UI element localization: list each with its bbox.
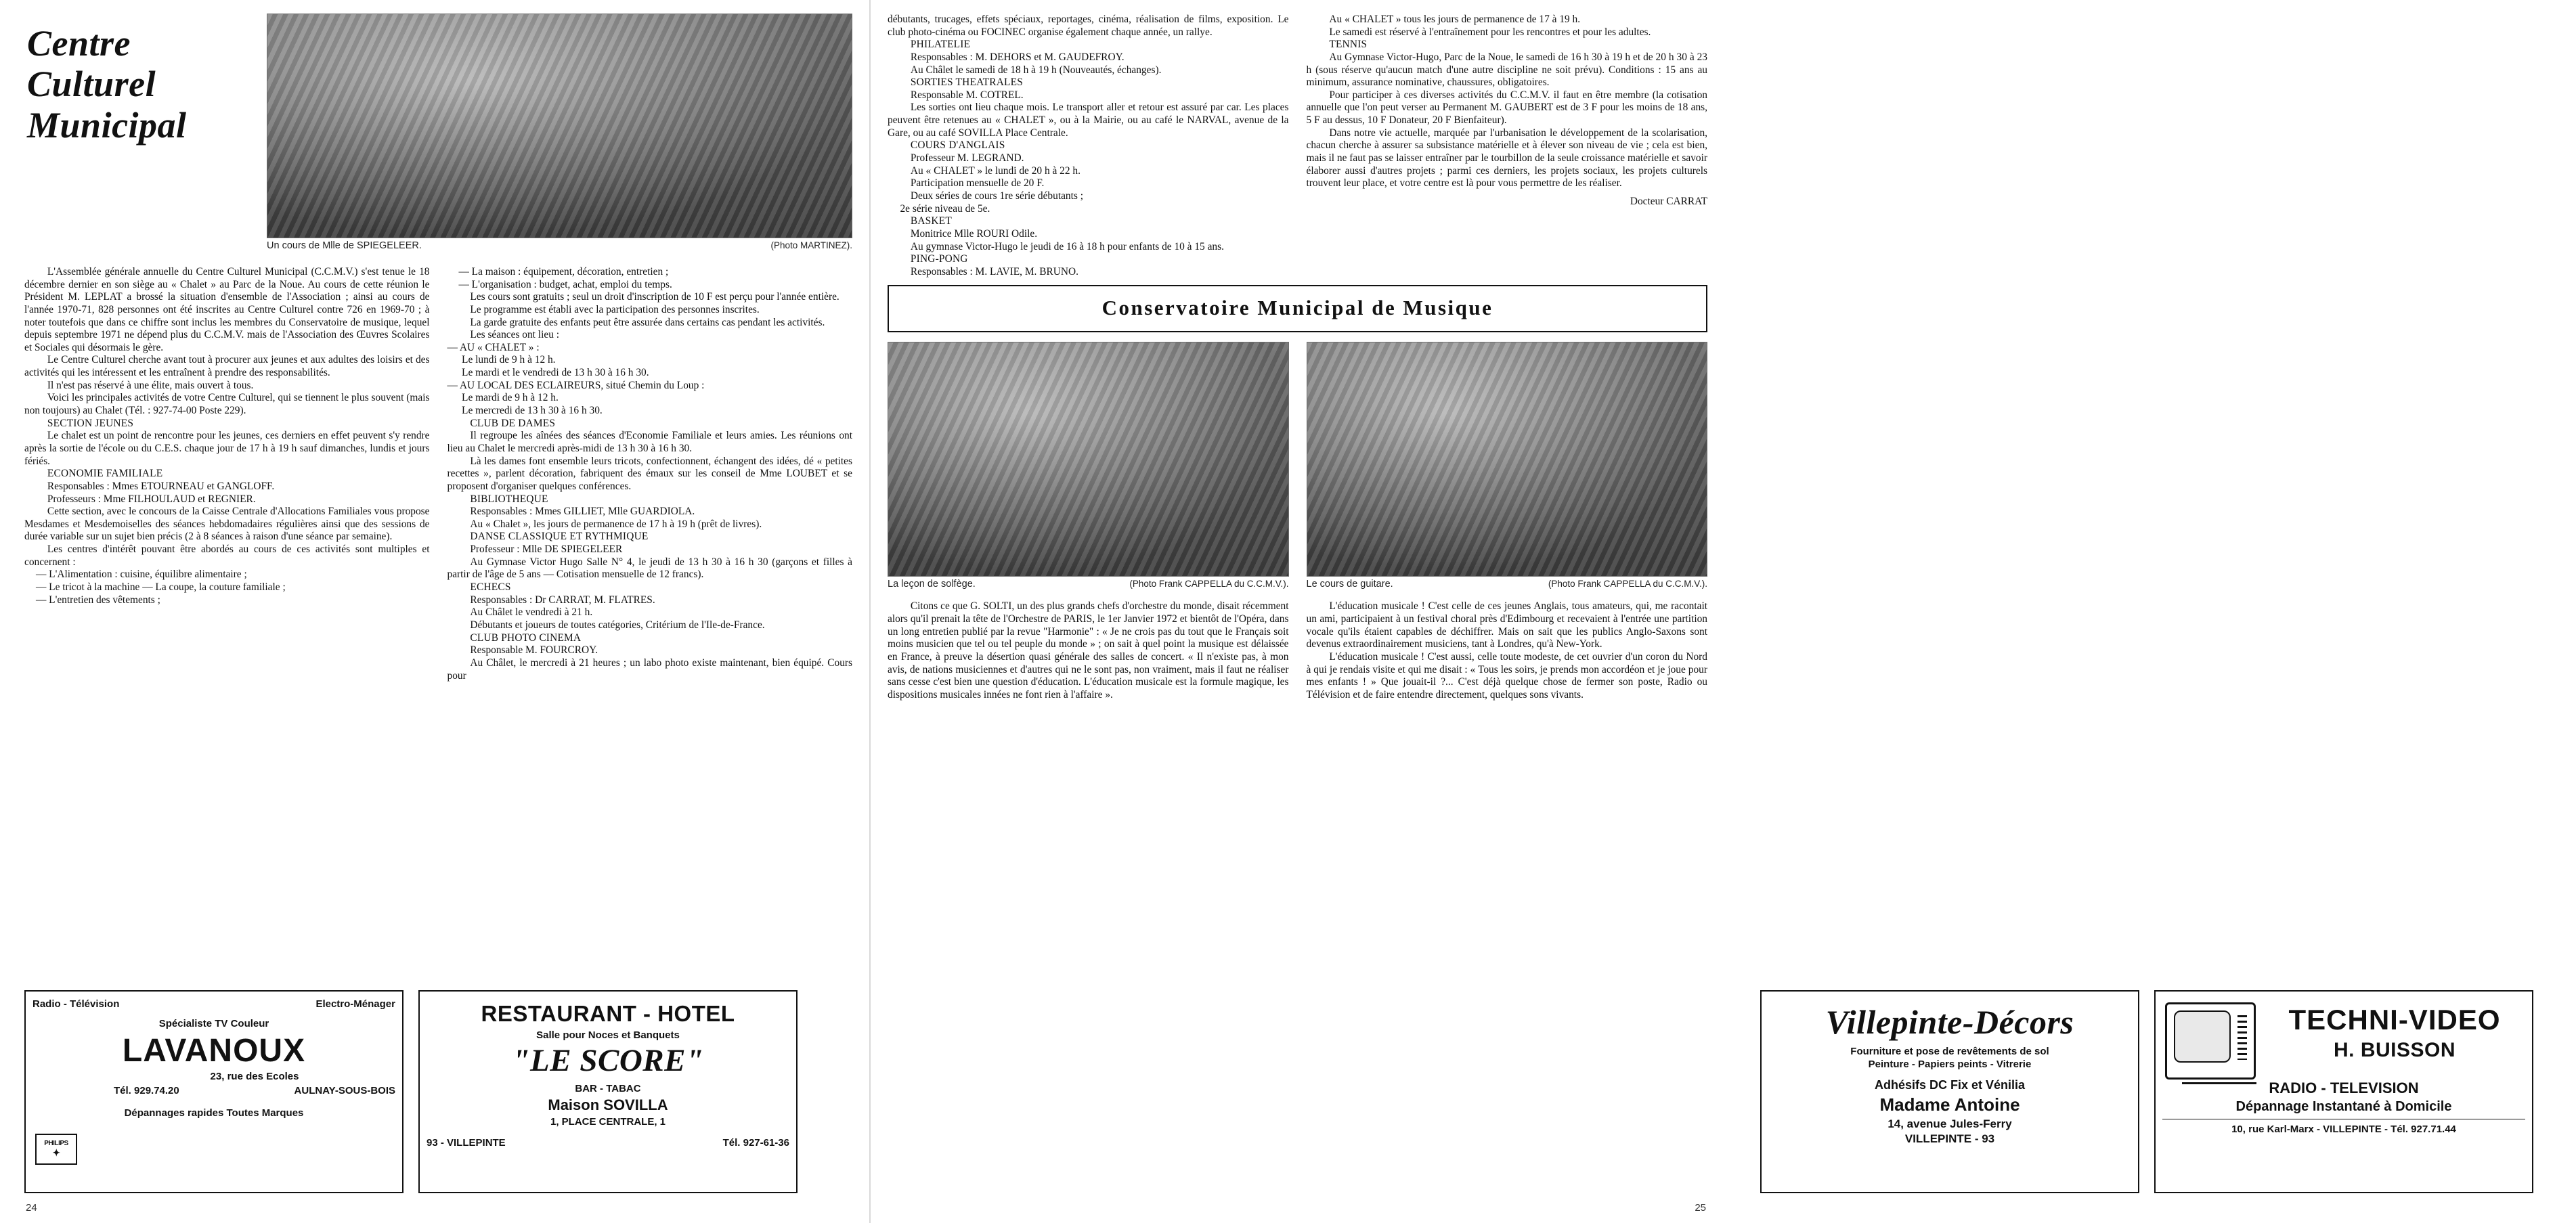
ad-lavanoux-subtitle: Spécialiste TV Couleur: [158, 1018, 269, 1029]
ad-le-score-title: RESTAURANT - HOTEL: [481, 1001, 735, 1026]
list-item: — L'entretien des vêtements ;: [35, 594, 160, 606]
ad-techni-video-title: TECHNI-VIDEO: [2288, 1004, 2501, 1036]
right-column-1: [888, 14, 1289, 278]
paragraph: Au Châlet le samedi de 18 h à 19 h (Nouveautés, échanges).: [910, 64, 1162, 76]
ad-le-score-line1: BAR - TABAC: [575, 1083, 641, 1094]
photo-guitar-class: [1307, 342, 1708, 577]
article-signature: Docteur CARRAT: [1630, 195, 1707, 207]
ad-villepinte-line1: Fourniture et pose de revêtements de sol: [1850, 1046, 2049, 1057]
ad-villepinte-line3: Adhésifs DC Fix et Vénilia: [1874, 1078, 2026, 1092]
left-column-2: [447, 266, 853, 682]
paragraph: La garde gratuite des enfants peut être assurée dans certains cas pendant les activités.: [470, 316, 825, 328]
paragraph: débutants, trucages, effets spéciaux, reportages, cinéma, réalisation de films, exposition. Le club photo-cinéma ou FOCINEC organise également chaque année, un rallye.: [888, 14, 1289, 38]
list-item: — L'organisation : budget, achat, emploi du temps.: [458, 278, 672, 290]
masthead-line-1: Centre: [27, 23, 131, 64]
ad-villepinte-decors[interactable]: [1760, 990, 2139, 1193]
paragraph: L'éducation musicale ! C'est aussi, celle toute modeste, de cet ouvrier d'un coron du Nord à qui je rendais visite et qui me disait : « Tous les soirs, je prends mon accordéon et je joue pour mes enfants ! » Que jouait-il ?... C'est déjà quelque chose de fermer son poste, Radio ou Télévision et de faire entendre directement, quelques sons vivants.: [1306, 651, 1707, 701]
paragraph: Les sorties ont lieu chaque mois. Le transport aller et retour est assuré par car. Les places peuvent être retenues au « CHALET », ou à la Mairie, ou au café le NARVAL, avenue de la Gare, ou au café SOVILLA Place Centrale.: [888, 102, 1289, 139]
masthead-line-2: Culturel: [27, 64, 156, 105]
paragraph: Dans notre vie actuelle, marquée par l'urbanisation le développement de la scolarisation, chacun cherche à assurer sa subsistance matérielle et à élever son niveau de vie ; cela est bien, mais il ne faut pas se laisser entraîner par le tourbillon de la seule croissance matérielle et savoir élaborer aussi d'autres projets ; parmi ces derniers, les projets sociaux, les projets culturels trouvent leur place, et votre centre est là pour vous permettre de les réaliser.: [1306, 127, 1707, 190]
ad-techni-video[interactable]: [2154, 990, 2533, 1193]
conservatoire-banner: [888, 285, 1707, 332]
section-heading-club-photo-cinema: CLUB PHOTO CINEMA: [470, 631, 582, 644]
left-page-ads: [24, 990, 847, 1193]
paragraph: Le chalet est un point de rencontre pour les jeunes, ces derniers en effet peuvent s'y rendre après la sortie de l'école ou du C.E.S. chaque jour de 17 h à 19 h sauf dimanches, lundis et jours fériés.: [24, 430, 430, 467]
photo-credit: (Photo Frank CAPPELLA du C.C.M.V.).: [1129, 579, 1289, 590]
section-heading-echecs: ECHECS: [470, 581, 511, 594]
schedule-line: Le mardi et le vendredi de 13 h 30 à 16 h 30.: [462, 367, 649, 379]
philips-logo-text: PHILIPS: [44, 1140, 68, 1148]
section-heading-sorties-theatrales: SORTIES THEATRALES: [910, 76, 1024, 89]
schedule-line: — AU « CHALET » :: [447, 341, 540, 353]
ad-lavanoux-phone: Tél. 929.74.20: [114, 1085, 179, 1096]
paragraph: Responsable M. FOURCROY.: [470, 644, 598, 657]
ad-techni-video-footer: 10, rue Karl-Marx - VILLEPINTE - Tél. 927.71.44: [2231, 1124, 2456, 1135]
paragraph: Le Centre Culturel cherche avant tout à procurer aux jeunes et aux adultes des loisirs et des activités qui les intéressent et les entraînent à prendre des responsabilités.: [24, 354, 430, 379]
paragraph: Responsables : Dr CARRAT, M. FLATRES.: [470, 594, 655, 606]
section-heading-bibliotheque: BIBLIOTHEQUE: [470, 493, 548, 505]
page-number-right: 25: [1695, 1202, 1706, 1214]
section-heading-economie-familiale: ECONOMIE FAMILIALE: [47, 468, 163, 480]
paragraph: Cette section, avec le concours de la Caisse Centrale d'Allocations Familiales vous propose Mesdames et Mesdemoiselles des séances hebdomadaires régulières ainsi que des sessions de durée variable sur un sujet bien précis (2 à 8 séances à raison d'une séance par semaine).: [24, 506, 430, 543]
photo-credit: (Photo MARTINEZ).: [770, 240, 852, 250]
section-heading-tennis: TENNIS: [1329, 39, 1368, 51]
paragraph: Il regroupe les aînées des séances d'Economie Familiale et leurs amies. Les réunions ont lieu au Chalet le mercredi après-midi de 13 h 30 à 16 h 30.: [447, 430, 852, 454]
schedule-line: Le lundi de 9 h à 12 h.: [462, 354, 556, 366]
ad-lavanoux-address: 23, rue des Ecoles: [210, 1071, 299, 1082]
list-item: — Le tricot à la machine — La coupe, la couture familiale ;: [35, 581, 286, 594]
masthead-line-3: Municipal: [27, 104, 187, 146]
paragraph: Les centres d'intérêt pouvant être abordés au cours de ces activités sont multiples et concernent :: [24, 543, 430, 568]
philips-logo-icon: PHILIPS ✦: [35, 1134, 77, 1165]
ad-villepinte-owner: Madame Antoine: [1879, 1094, 2020, 1115]
ad-lavanoux[interactable]: [24, 990, 403, 1193]
paragraph: Les cours sont gratuits ; seul un droit d'inscription de 10 F est perçu pour l'année entière.: [470, 291, 839, 303]
ad-villepinte-address: 14, avenue Jules-Ferry: [1887, 1117, 2012, 1130]
right-bottom-column-2: [1307, 600, 1708, 701]
photo-dance-class: [267, 14, 852, 238]
paragraph: Voici les principales activités de votre Centre Culturel, qui se tiennent le plus souvent (mais non toujours) au Chalet (Tél. : 927-74-00 Poste 229).: [24, 392, 430, 417]
photo-caption-text: La leçon de solfège.: [888, 579, 976, 590]
schedule-line: — AU LOCAL DES ECLAIREURS, situé Chemin du Loup :: [447, 379, 705, 391]
paragraph: Deux séries de cours 1re série débutants ;: [910, 190, 1084, 202]
paragraph: Le samedi est réservé à l'entraînement pour les rencontres et pour les adultes.: [1329, 26, 1651, 38]
ad-lavanoux-electro: Electro-Ménager: [315, 998, 395, 1010]
paragraph: L'éducation musicale ! C'est celle de ces jeunes Anglais, tous amateurs, qui, me racontait un ami, participaient à un festival choral près d'Edimbourg et recevaient à l'entrée une partition vocale qu'ils étaient capables de déchiffrer. Mais on sait que les publics Anglo-Saxons sont devenus extraordinairement musiciens, tant à Londres, qu'à New-York.: [1306, 600, 1707, 650]
section-heading-cours-anglais: COURS D'ANGLAIS: [910, 139, 1005, 152]
paragraph: Responsables : M. LAVIE, M. BRUNO.: [910, 265, 1078, 277]
photo-caption: [888, 579, 1289, 590]
paragraph: L'Assemblée générale annuelle du Centre Culturel Municipal (C.C.M.V.) s'est tenue le 18 décembre dernier en son siège au « Chalet » au Parc de la Noue. Au cours de cette réunion le Président M. LEPLAT a brossé la situation d'ensemble de l'Association ; ainsi au cours de l'année 1970-71, 828 personnes ont été inscrites au Centre Culturel contre 726 en 1969-70 ; à noter toutefois que dans ce chiffre sont inclus les membres du Conservatoire de musique, lequel depuis septembre 1971 ne dépend plus du C.C.M.V. mais de l'Association des Œuvres Scolaires et Sociales qui désormais le gère.: [24, 266, 430, 353]
paragraph: Les séances ont lieu :: [470, 329, 560, 341]
section-heading-ping-pong: PING-PONG: [910, 253, 968, 265]
schedule-line: Le mardi de 9 h à 12 h.: [462, 392, 559, 404]
ad-le-score-subtitle: Salle pour Noces et Banquets: [536, 1029, 680, 1041]
paragraph: Débutants et joueurs de toutes catégories, Critérium de l'Ile-de-France.: [470, 619, 765, 631]
left-page: [0, 0, 870, 1223]
paragraph: Au gymnase Victor-Hugo le jeudi de 16 à 18 h pour enfants de 10 à 15 ans.: [910, 240, 1224, 252]
section-heading-club-de-dames: CLUB DE DAMES: [470, 417, 556, 429]
paragraph: Au Gymnase Victor Hugo Salle N° 4, le jeudi de 13 h 30 à 16 h 30 (garçons et filles à partir de l'âge de 5 ans — Cotisation mensuelle de 12 francs).: [447, 556, 852, 581]
paragraph: Responsables : Mmes ETOURNEAU et GANGLOFF.: [47, 480, 275, 492]
paragraph: Participation mensuelle de 20 F.: [910, 177, 1045, 190]
ad-le-score-city: 93 - VILLEPINTE: [427, 1137, 506, 1149]
photo-caption: [267, 240, 852, 251]
paragraph: Responsables : Mmes GILLIET, Mlle GUARDIOLA.: [470, 506, 695, 518]
right-page: [870, 0, 2501, 1223]
paragraph: Au « CHALET » le lundi de 20 h à 22 h.: [910, 164, 1080, 177]
ad-villepinte-line2: Peinture - Papiers peints - Vitrerie: [1868, 1059, 2032, 1070]
paragraph: Citons ce que G. SOLTI, un des plus grands chefs d'orchestre du monde, disait récemment alors qu'il prenait la tête de l'Orchestre de PARIS, le 1er Janvier 1972 et bientôt de l'Opéra, dans un long entretien publié par la revue "Harmonie" : « Je ne crois pas du tout que le Français soit moins musicien que tel ou tel peuple du monde » ; on sait à quel point la musique est délaissée en France, à preuve la désertion quasi générale des salles de concert. « Il n'existe pas, à mon avis, de nations musiciennes et d'autres qui ne le sont pas, non vraiment, mais il faut ne réaliser sans cesse c'est bien une question d'éducation. L'éducation musicale est la formule magique, les dispositions musicales innées ne font rien à l'affaire ».: [888, 600, 1289, 701]
paragraph: Le programme est établi avec la participation des personnes inscrites.: [470, 303, 760, 315]
paragraph: Professeur : Mlle DE SPIEGELEER: [470, 543, 623, 556]
paragraph: Au Gymnase Victor-Hugo, Parc de la Noue, le samedi de 16 h 30 à 19 h et de 20 h 30 à 23 h (sous réserve qu'aucun match d'une autre discipline ne soit prévu). Conditions : 15 ans au minimum, assurance nominative, chaussures, obligatoires.: [1306, 51, 1707, 89]
paragraph: Au « CHALET » tous les jours de permanence de 17 à 19 h.: [1329, 14, 1581, 25]
list-item: — La maison : équipement, décoration, entretien ;: [458, 266, 669, 277]
paragraph: Professeurs : Mme FILHOULAUD et REGNIER.: [47, 493, 256, 505]
ad-lavanoux-city: AULNAY-SOUS-BOIS: [294, 1085, 395, 1096]
section-heading-basket: BASKET: [910, 215, 952, 227]
left-column-1: [24, 266, 430, 682]
photo-caption: [1307, 579, 1708, 590]
ad-lavanoux-radio-tv: Radio - Télévision: [32, 998, 120, 1010]
photo-caption-text: Un cours de Mlle de SPIEGELEER.: [267, 240, 422, 251]
paragraph: Là les dames font ensemble leurs tricots, confectionnent, échangent des idées, dé « petites recettes », parlent décoration, fabriquent des émaux sur les conseil de Mme LOUBET et se proposent d'organiser quelques conférences.: [447, 455, 852, 492]
conservatoire-title: Conservatoire Municipal de Musique: [1101, 296, 1493, 320]
schedule-line: Le mercredi de 13 h 30 à 16 h 30.: [462, 405, 603, 417]
paragraph: Monitrice Mlle ROURI Odile.: [910, 227, 1038, 240]
paragraph: Pour participer à ces diverses activités du C.C.M.V. il faut en être membre (la cotisation annuelle que l'on peut verser au Permanent M. GAUBERT est de 3 F pour les moins de 18 ans, 5 F au dessus, 10 F Donateur, 20 F Bienfaiteur).: [1306, 89, 1707, 127]
page-number-left: 24: [26, 1202, 37, 1214]
photo-caption-text: Le cours de guitare.: [1306, 579, 1393, 590]
right-bottom-column-1: [888, 600, 1289, 701]
ad-techni-video-line2: Dépannage Instantané à Domicile: [2235, 1099, 2452, 1114]
television-icon: [2165, 1002, 2256, 1080]
photo-credit: (Photo Frank CAPPELLA du C.C.M.V.).: [1548, 579, 1707, 590]
paragraph: Au Châlet le vendredi à 21 h.: [470, 606, 593, 619]
section-heading-danse: DANSE CLASSIQUE ET RYTHMIQUE: [470, 531, 649, 543]
paragraph: Au « Chalet », les jours de permanence de 17 h à 19 h (prêt de livres).: [470, 518, 762, 530]
paragraph: Responsable M. COTREL.: [910, 89, 1024, 101]
section-heading-philatelie: PHILATELIE: [910, 39, 971, 51]
paragraph: Responsables : M. DEHORS et M. GAUDEFROY.: [910, 51, 1125, 63]
paragraph: Au Châlet, le mercredi à 21 heures ; un labo photo existe maintenant, bien équipé. Cours pour: [447, 657, 852, 682]
ad-techni-video-line1: RADIO - TELEVISION: [2269, 1080, 2419, 1096]
ad-le-score-phone: Tél. 927-61-36: [722, 1137, 789, 1149]
photo-solfege-lesson: [888, 342, 1289, 577]
ad-le-score-brand: "LE SCORE": [512, 1043, 704, 1078]
ad-villepinte-city: VILLEPINTE - 93: [1904, 1132, 1995, 1145]
page-title: [27, 23, 248, 146]
ad-le-score-line2: Maison SOVILLA: [548, 1096, 668, 1113]
ad-le-score-address: 1, PLACE CENTRALE, 1: [550, 1116, 666, 1128]
section-heading-section-jeunes: SECTION JEUNES: [47, 417, 134, 429]
ad-techni-video-owner: H. BUISSON: [2333, 1039, 2456, 1061]
list-item: — L'Alimentation : cuisine, équilibre alimentaire ;: [35, 569, 247, 581]
ad-le-score[interactable]: [418, 990, 798, 1193]
paragraph: Professeur M. LEGRAND.: [910, 152, 1024, 164]
ad-lavanoux-title: LAVANOUX: [122, 1033, 306, 1069]
paragraph: Il n'est pas réservé à une élite, mais ouvert à tous.: [47, 379, 254, 391]
ad-lavanoux-footer: Dépannages rapides Toutes Marques: [124, 1107, 304, 1119]
paragraph: 2e série niveau de 5e.: [900, 202, 990, 215]
right-page-ads: [1760, 990, 2576, 1193]
right-column-2: [1307, 14, 1708, 278]
ad-villepinte-title: Villepinte-Décors: [1825, 1003, 2074, 1041]
